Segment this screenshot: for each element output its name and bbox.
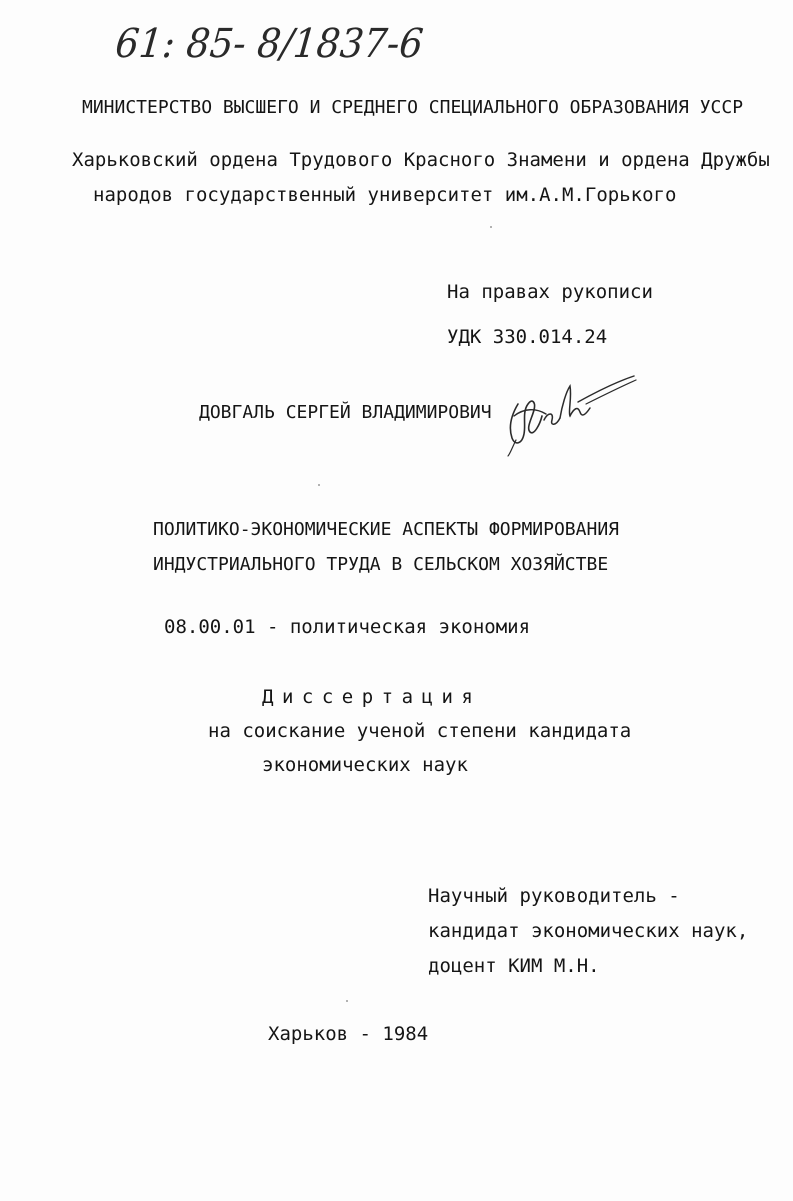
paper-speck: [346, 1000, 348, 1002]
dissertation-title-line-2: ИНДУСТРИАЛЬНОГО ТРУДА В СЕЛЬСКОМ ХОЗЯЙСТВЕ: [153, 554, 609, 575]
degree-line-2: экономических наук: [262, 754, 468, 776]
supervisor-line-2: кандидат экономических наук,: [428, 920, 749, 942]
specialty-code: 08.00.01 - политическая экономия: [164, 616, 531, 638]
dissertation-word: Диссертация: [262, 686, 482, 708]
paper-speck: [490, 226, 492, 228]
university-line-2: народов государственный университет им.А.М.Горького: [93, 184, 677, 206]
handwritten-archive-code: 61: 85- 8/1837-6: [113, 21, 426, 67]
city-year: Харьков - 1984: [268, 1023, 429, 1045]
author-name: ДОВГАЛЬ СЕРГЕЙ ВЛАДИМИРОВИЧ: [199, 402, 492, 423]
paper-speck: [318, 484, 320, 486]
dissertation-title-line-1: ПОЛИТИКО-ЭКОНОМИЧЕСКИЕ АСПЕКТЫ ФОРМИРОВАНИЯ: [153, 519, 619, 540]
university-line-1: Харьковский ордена Трудового Красного Знамени и ордена Дружбы: [72, 149, 770, 171]
supervisor-line-1: Научный руководитель -: [428, 885, 680, 907]
degree-line-1: на соискание ученой степени кандидата: [208, 720, 632, 742]
supervisor-line-3: доцент КИМ М.Н.: [428, 955, 600, 977]
author-signature: [500, 368, 640, 458]
udc-code: УДК 330.014.24: [447, 326, 608, 348]
ministry-heading: МИНИСТЕРСТВО ВЫСШЕГО И СРЕДНЕГО СПЕЦИАЛЬНОГО ОБРАЗОВАНИЯ УССР: [82, 97, 744, 118]
manuscript-rights: На правах рукописи: [447, 281, 653, 303]
